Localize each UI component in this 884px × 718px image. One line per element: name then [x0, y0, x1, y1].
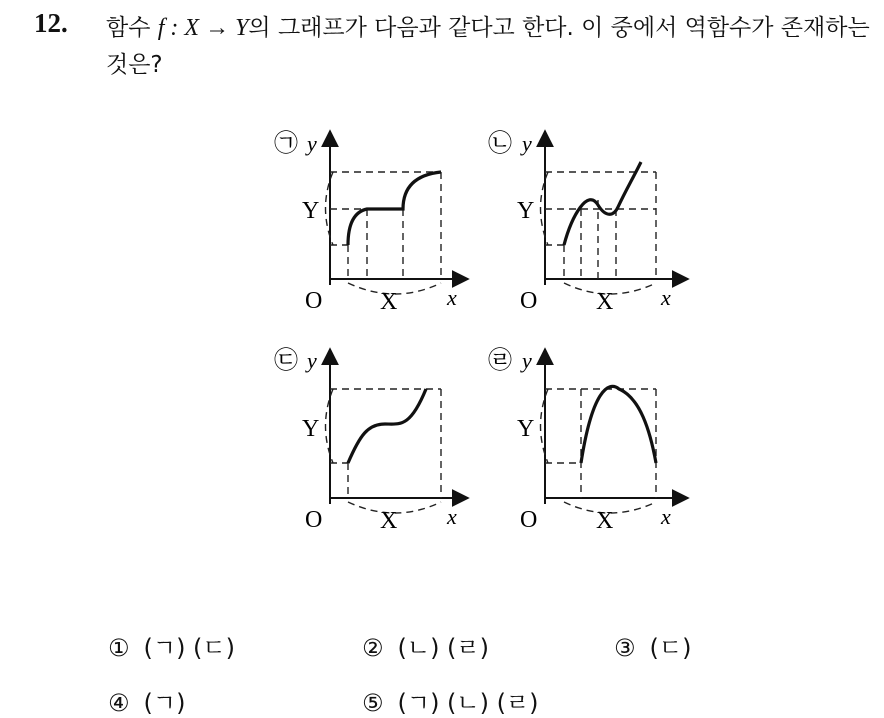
choice-1-number: ① [108, 634, 130, 662]
choice-3-number: ③ [614, 634, 636, 662]
graph-d-mark: ㉣ [488, 348, 512, 374]
graph-b-x-label: x [661, 285, 671, 310]
question-number: 12. [34, 8, 68, 38]
graph-a-y-label: y [307, 131, 317, 156]
graph-a-x-label: x [447, 285, 457, 310]
graph-c-domain-label: X [380, 508, 398, 534]
graph-c-y-label: y [307, 348, 317, 373]
graph-c-x-label: x [447, 504, 457, 529]
graph-b-domain-label: X [596, 289, 614, 315]
graph-a [274, 130, 468, 315]
graph-d-x-label: x [661, 504, 671, 529]
choice-4-number: ④ [108, 689, 130, 717]
graph-c-origin: O [305, 507, 323, 533]
graph-d-origin: O [520, 507, 538, 533]
graph-a-curve [348, 172, 441, 245]
graph-b-guides [541, 172, 657, 294]
graph-d-curve [581, 386, 656, 463]
graph-b-origin: O [520, 288, 538, 314]
graph-c-guides [326, 389, 442, 513]
choice-1[interactable] [108, 628, 235, 663]
graph-b-curve [564, 162, 641, 245]
graph-b [488, 130, 688, 315]
choice-5-text: (ㄱ) (ㄴ) (ㄹ) [397, 689, 539, 717]
graph-a-domain-label: X [380, 289, 398, 315]
graph-d-codomain-label: Y [517, 416, 535, 442]
choice-2-number: ② [362, 634, 384, 662]
graph-a-origin: O [305, 288, 323, 314]
choice-2-text: (ㄴ) (ㄹ) [397, 634, 489, 662]
choice-2[interactable] [362, 628, 489, 663]
graph-d [488, 347, 688, 534]
graph-d-domain-label: X [596, 508, 614, 534]
graph-a-codomain-label: Y [302, 198, 320, 224]
choice-1-text: (ㄱ) (ㄷ) [143, 634, 235, 662]
graph-c-codomain-label: Y [302, 416, 320, 442]
graph-b-mark: ㉡ [488, 131, 512, 157]
graph-a-guides [326, 172, 442, 294]
graph-b-y-label: y [522, 131, 532, 156]
choice-5[interactable] [362, 683, 539, 718]
choice-4[interactable] [108, 683, 185, 718]
choice-3-text: (ㄷ) [649, 634, 692, 662]
question-text-after: 의 그래프가 다음과 같다고 한다. 이 중에서 역함수가 존재하는 것은? [106, 15, 870, 78]
graph-c [274, 347, 468, 534]
graph-c-mark: ㉢ [274, 348, 298, 374]
graph-b-codomain-label: Y [517, 198, 535, 224]
choice-5-number: ⑤ [362, 689, 384, 717]
graph-d-y-label: y [522, 348, 532, 373]
function-notation: f : X → Y [157, 15, 249, 41]
graph-a-mark: ㉠ [274, 131, 298, 157]
graph-c-curve [348, 389, 426, 463]
choice-4-text: (ㄱ) [143, 689, 186, 717]
question-text-before: 함수 [106, 15, 158, 41]
choice-3[interactable] [614, 628, 691, 663]
